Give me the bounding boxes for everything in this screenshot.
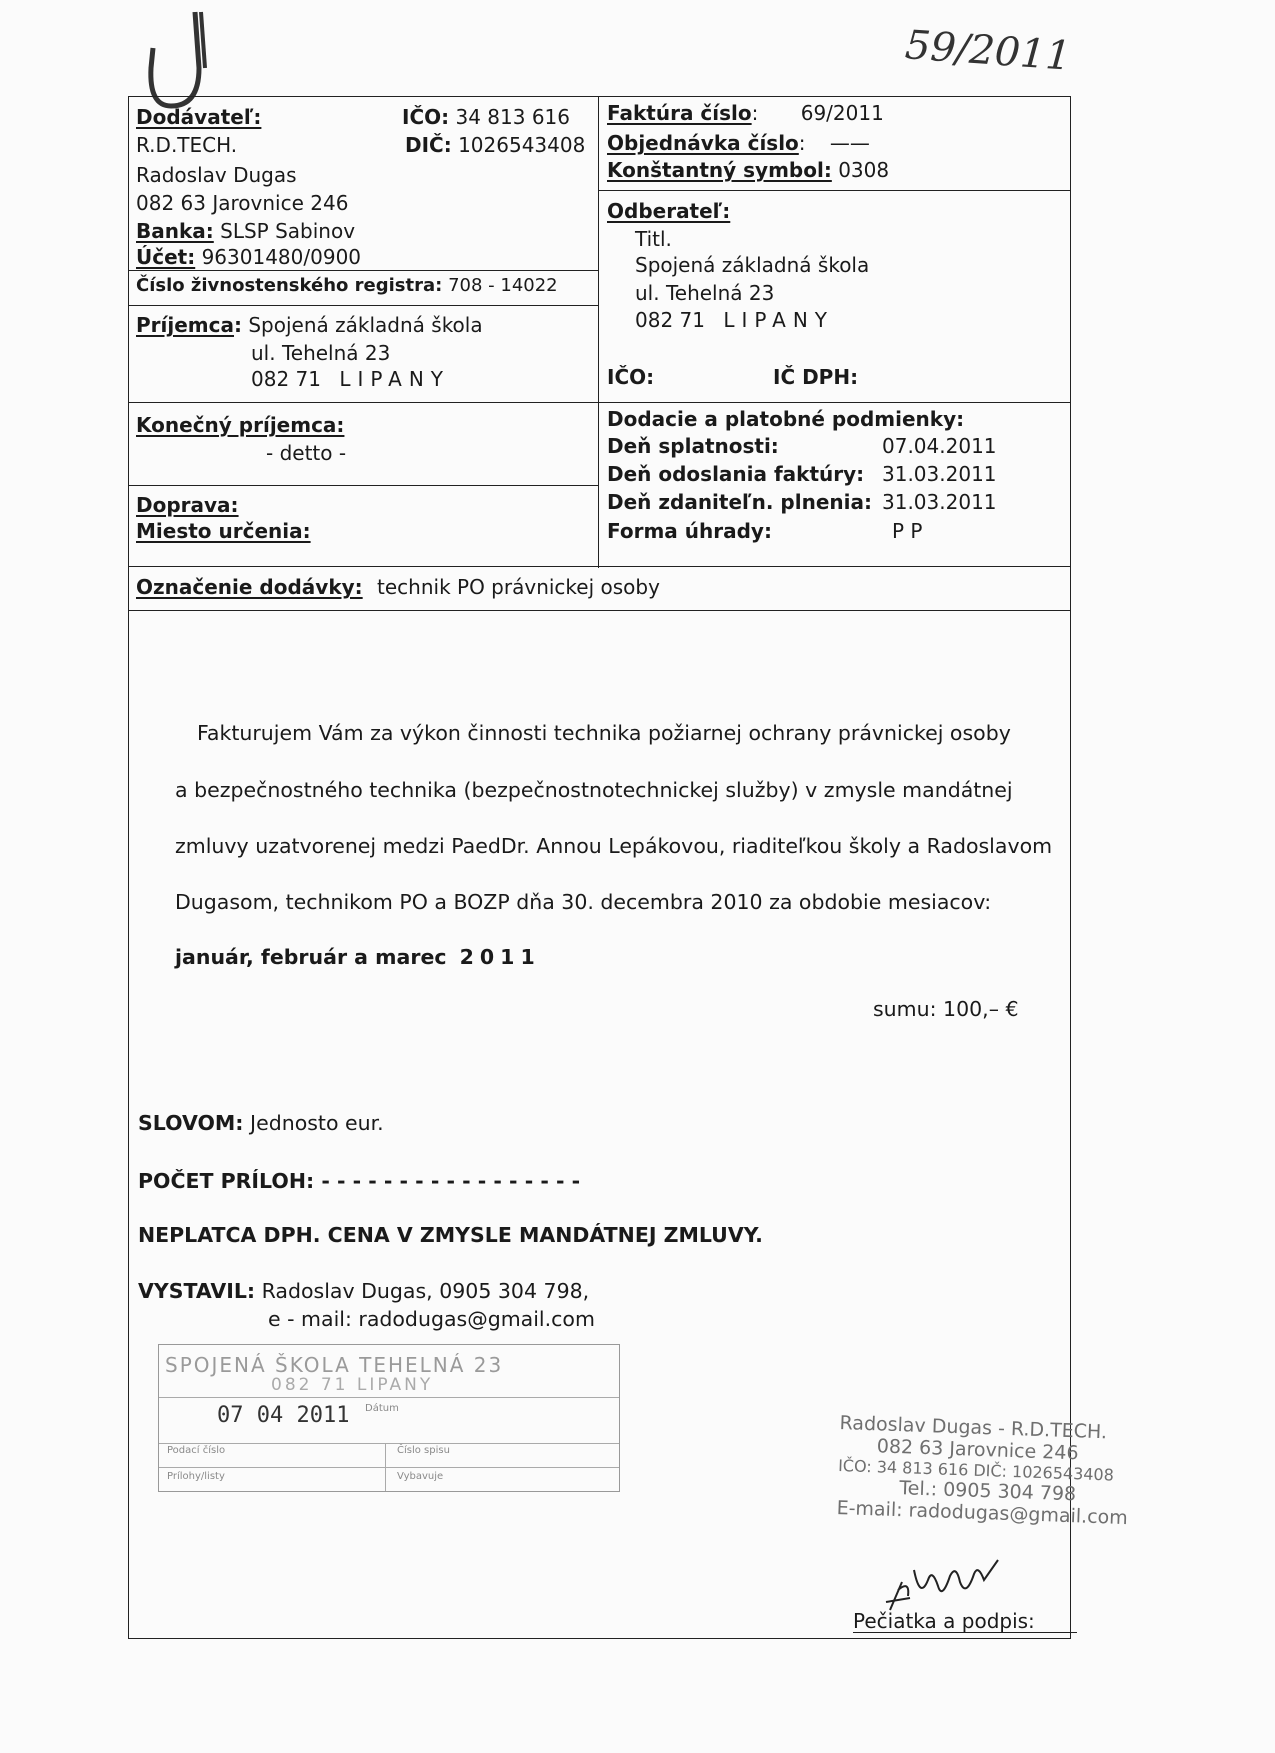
buyer-ico-label: IČO: [607, 365, 655, 389]
staple-mark [135, 8, 215, 118]
supplier-bank [136, 218, 355, 244]
signature-label: Pečiatka a podpis: [853, 1609, 1035, 1633]
ico-label: IČO: [402, 105, 450, 129]
constant-symbol [607, 157, 889, 183]
receipt-stamp-hline-1 [159, 1397, 619, 1398]
taxable-label: Deň zdaniteľn. plnenia: [607, 490, 872, 514]
supplier-dic [405, 132, 585, 158]
receipt-stamp-hline-3 [159, 1467, 619, 1468]
recipient-zip: 082 71 [251, 367, 321, 391]
supplier-address: 082 63 Jarovnice 246 [136, 191, 349, 215]
company-stamp-line4: Tel.: 0905 304 798 [898, 1477, 1077, 1506]
frame-left-line [128, 96, 129, 1639]
buyer-zip: 082 71 [635, 308, 705, 332]
terms-label: Dodacie a platobné podmienky: [607, 407, 965, 431]
invoice-number: Faktúra číslo: 69/2011 [607, 101, 884, 125]
payment-value: P P [892, 519, 923, 543]
due-label: Deň splatnosti: [607, 434, 779, 458]
payment-label: Forma úhrady: [607, 519, 772, 543]
divider-full-3 [128, 610, 1070, 611]
recipient-city: LIPANY [339, 367, 451, 391]
attachments [138, 1168, 580, 1194]
sent-label: Deň odoslania faktúry: [607, 462, 865, 486]
divider-left-3 [128, 485, 598, 486]
issued-by [138, 1278, 589, 1304]
order-number-value: —— [829, 131, 870, 155]
company-stamp-line3: IČO: 34 813 616 DIČ: 1026543408 [837, 1455, 1115, 1485]
receipt-stamp-line2: 082 71 LIPANY [271, 1375, 434, 1395]
issued-email: e - mail: radodugas@gmail.com [268, 1307, 595, 1331]
divider-full-2 [128, 566, 1070, 567]
taxable-value: 31.03.2011 [882, 490, 997, 514]
body-line-3: zmluvy uzatvorenej medzi PaedDr. Annou Lepákovou, riaditeľkou školy a Radoslavom [175, 834, 1053, 858]
receipt-stamp-cell3: Prílohy/listy [167, 1471, 225, 1482]
company-stamp-line5: E-mail: radodugas@gmail.com [836, 1496, 1129, 1530]
recipient-line2: ul. Tehelná 23 [251, 341, 391, 365]
body-line-4: Dugasom, technikom PO a BOZP dňa 30. decembra 2010 za obdobie mesiacov: [175, 890, 992, 914]
recipient: Príjemca: Spojená základná škola [136, 313, 483, 337]
company-stamp-line1: Radoslav Dugas - R.D.TECH. [839, 1412, 1108, 1444]
ico-value: 34 813 616 [455, 105, 570, 129]
supplier-account [136, 244, 361, 270]
handwritten-invoice-number: 59/2011 [903, 22, 1073, 80]
destination-label: Miesto určenia: [136, 519, 311, 543]
recipient-line1: Spojená základná škola [248, 313, 483, 337]
trade-register-value: 708 - 14022 [448, 275, 558, 296]
receipt-stamp-cell2: Číslo spisu [397, 1445, 450, 1456]
receipt-stamp-cell1: Podací číslo [167, 1445, 226, 1456]
buyer-icdph-label: IČ DPH: [773, 365, 859, 389]
constant-symbol-value: 0308 [838, 158, 890, 182]
body-line-1: Fakturujem Vám za výkon činnosti technika požiarnej ochrany právnickej osoby [197, 721, 1011, 745]
buyer-line3: ul. Tehelná 23 [635, 281, 775, 305]
recipient-line3 [251, 366, 450, 392]
body-period [175, 944, 541, 970]
attachments-value: - - - - - - - - - - - - - - - - - [321, 1169, 581, 1193]
divider-left-1 [128, 270, 598, 271]
issued-label: VYSTAVIL: [138, 1279, 256, 1303]
period-year: 2011 [459, 945, 541, 969]
dic-value: 1026543408 [458, 133, 586, 157]
company-stamp-line2: 082 63 Jarovnice 246 [876, 1435, 1079, 1465]
buyer-line4 [635, 307, 834, 333]
supplier-person: Radoslav Dugas [136, 163, 297, 187]
buyer-line1: Titl. [635, 227, 672, 251]
frame-bottom-line [128, 1638, 1070, 1639]
receipt-stamp-vline [385, 1443, 386, 1491]
buyer-line2: Spojená základná škola [635, 253, 870, 277]
receipt-stamp-date-label: Dátum [365, 1403, 399, 1414]
issued-value: Radoslav Dugas, 0905 304 798, [261, 1279, 590, 1303]
header-divider-line [598, 96, 599, 568]
body-sum: sumu: 100,– € [873, 997, 1019, 1021]
order-number: Objednávka číslo: —— [607, 131, 870, 155]
dic-label: DIČ: [405, 133, 452, 157]
trade-register [136, 273, 558, 299]
invoice-number-label: Faktúra číslo [607, 101, 752, 125]
words-value: Jednosto eur. [250, 1111, 384, 1135]
period-months: január, február a marec [175, 945, 447, 969]
recipient-label: Príjemca [136, 313, 234, 337]
divider-full-1 [128, 402, 1070, 403]
order-number-label: Objednávka číslo [607, 131, 799, 155]
receipt-stamp-date: 07 04 2011 [217, 1403, 350, 1428]
transport-label: Doprava: [136, 493, 239, 517]
words [138, 1110, 384, 1136]
body-line-2: a bezpečnostného technika (bezpečnostnotechnickej služby) v zmysle mandátnej [175, 778, 1013, 802]
divider-left-2 [128, 305, 598, 306]
account-label: Účet: [136, 245, 196, 269]
delivery [136, 574, 660, 600]
supplier-name: R.D.TECH. [136, 133, 238, 157]
company-stamp [836, 1412, 1131, 1529]
receipt-stamp-line1: SPOJENÁ ŠKOLA TEHELNÁ 23 [165, 1353, 504, 1377]
delivery-value: technik PO právnickej osoby [377, 575, 660, 599]
receipt-stamp-hline-2 [159, 1443, 619, 1444]
buyer-label: Odberateľ: [607, 199, 731, 223]
constant-symbol-label: Konštantný symbol: [607, 158, 832, 182]
bank-value: SLSP Sabinov [220, 219, 356, 243]
vat-note: NEPLATCA DPH. CENA V ZMYSLE MANDÁTNEJ ZMLUVY. [138, 1223, 763, 1247]
words-label: SLOVOM: [138, 1111, 244, 1135]
frame-top-line [128, 96, 1070, 97]
receipt-stamp [158, 1344, 620, 1492]
supplier-label: Dodávateľ: [136, 105, 262, 129]
trade-register-label: Číslo živnostenského registra: [136, 275, 443, 296]
receipt-stamp-cell4: Vybavuje [397, 1471, 444, 1482]
delivery-label: Označenie dodávky: [136, 575, 363, 599]
sent-value: 31.03.2011 [882, 462, 997, 486]
account-value: 96301480/0900 [201, 245, 362, 269]
final-recipient-value: - detto - [266, 441, 347, 465]
due-value: 07.04.2011 [882, 434, 997, 458]
invoice-number-value: 69/2011 [800, 101, 884, 125]
attachments-label: POČET PRÍLOH: [138, 1169, 315, 1193]
buyer-city: LIPANY [723, 308, 835, 332]
supplier-ico [402, 104, 570, 130]
frame-right-line [1070, 96, 1071, 1639]
final-recipient-label: Konečný príjemca: [136, 413, 345, 437]
divider-right-1 [598, 190, 1070, 191]
bank-label: Banka: [136, 219, 214, 243]
signature-underline [853, 1632, 1077, 1633]
